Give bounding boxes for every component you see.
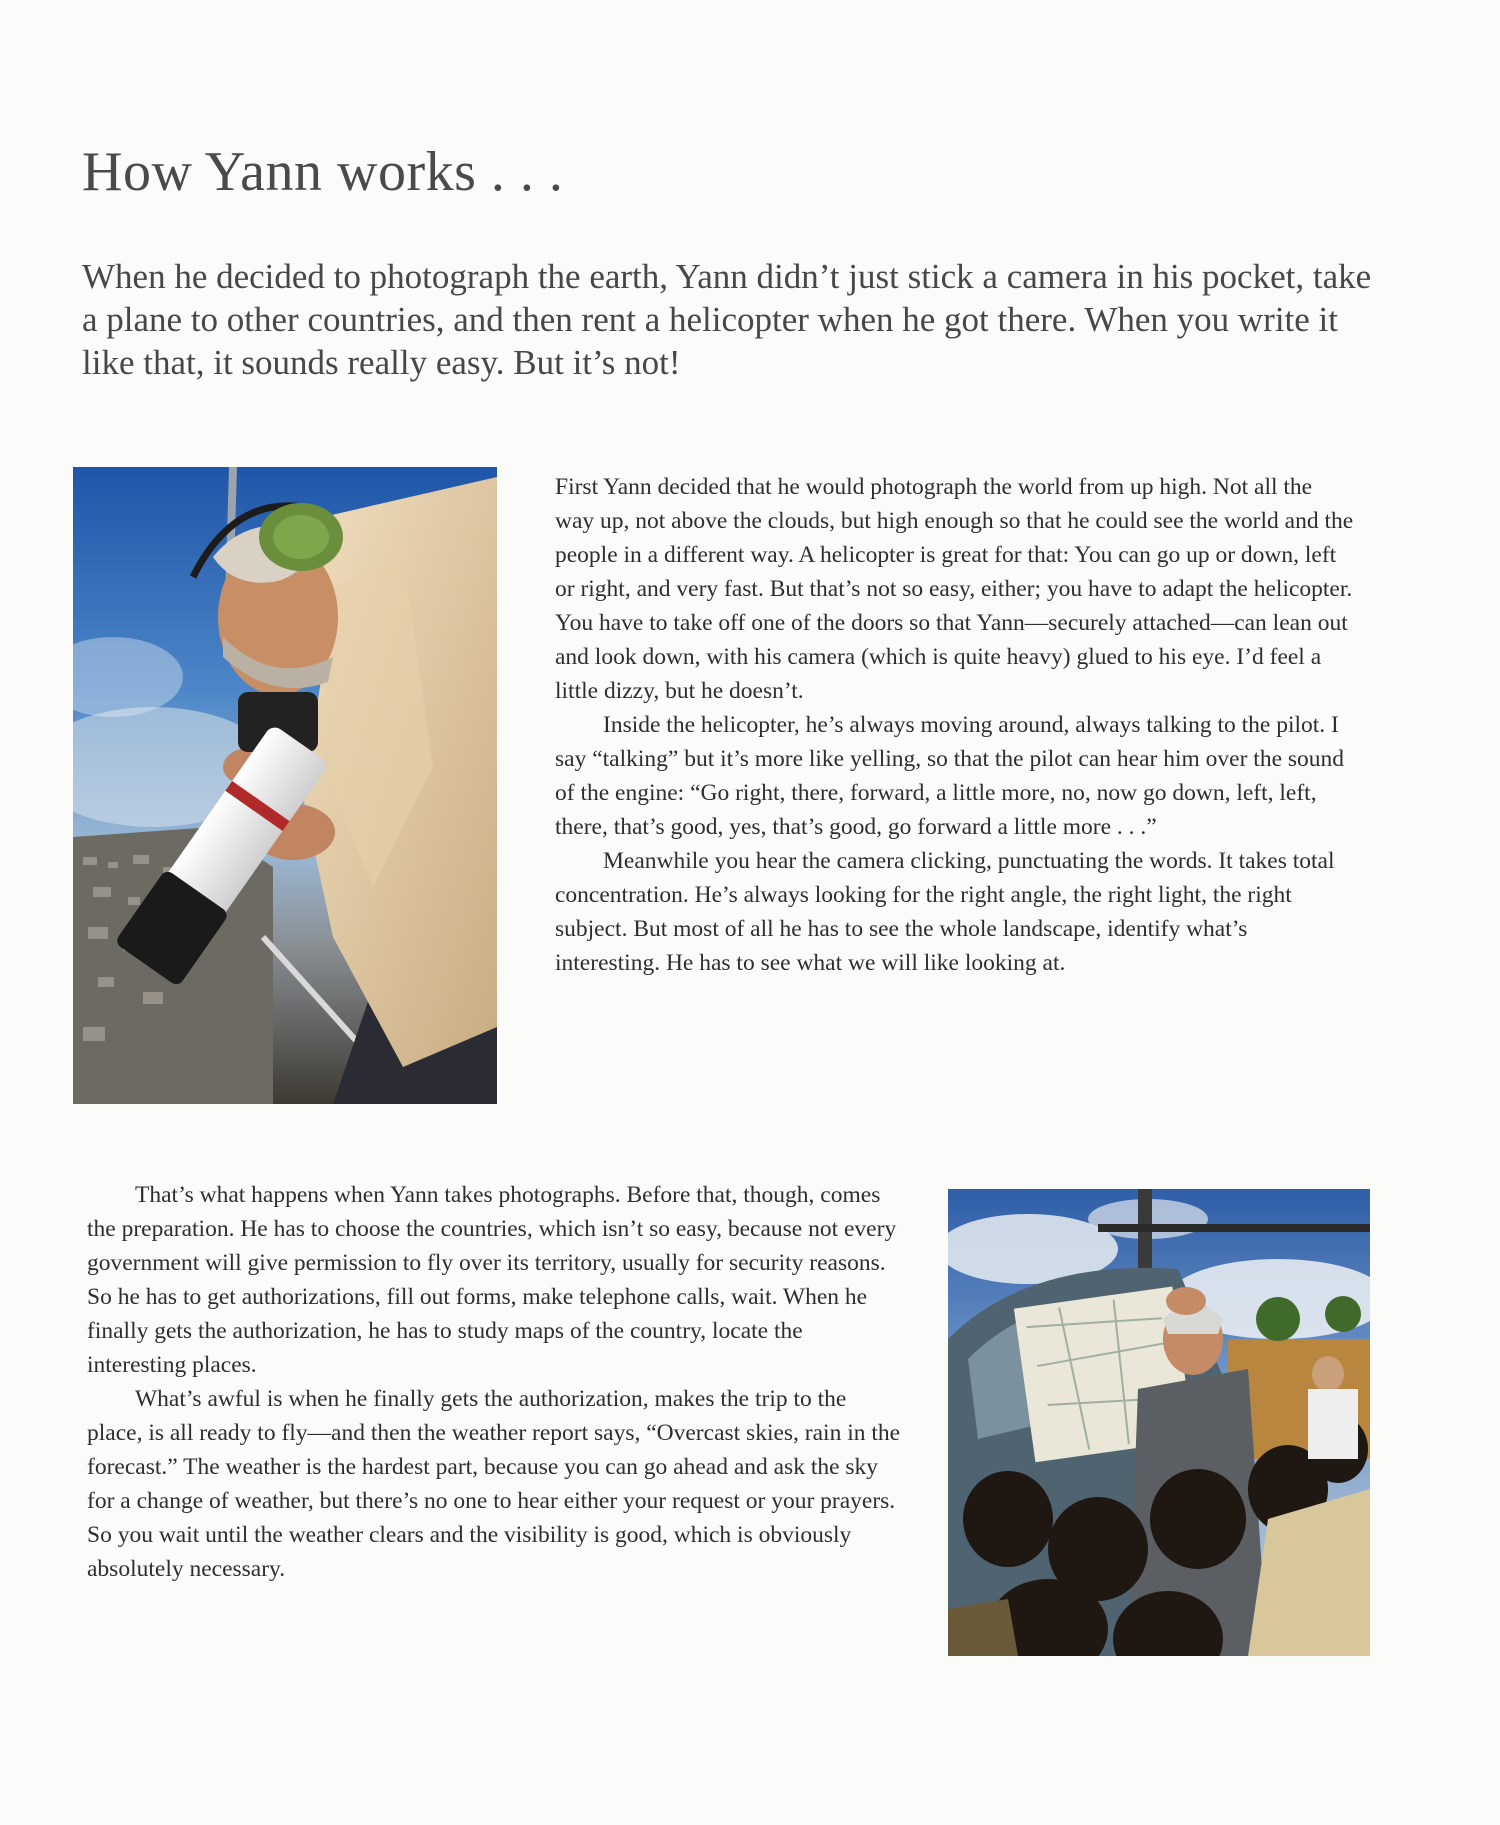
preparation-text-column xyxy=(87,1178,905,1586)
photo-photographer-in-helicopter xyxy=(73,467,497,1104)
photo-map-and-crowd xyxy=(948,1189,1370,1656)
helicopter-text-column xyxy=(555,470,1355,980)
paragraph: That’s what happens when Yann takes photographs. Before that, though, comes the preparation. He has to choose the countries, which isn’t so easy, because not every government will give permission to fly over its territory, usually for security reasons. So he has to get authorizations, fill out forms, make telephone calls, wait. When he finally gets the authorization, he has to study maps of the country, locate the interesting places. xyxy=(87,1182,897,1378)
paragraph: Inside the helicopter, he’s always moving around, always talking to the pilot. I say “talking” but it’s more like yelling, so that the pilot can hear him over the sound of the engine: “Go right, there, forward, a little more, no, now go down, left, left, there, that’s good, yes, that’s good, go forward a little more . . .” xyxy=(555,712,1345,840)
paragraph: What’s awful is when he finally gets the authorization, makes the trip to the place, is all ready to fly—and then the weather report says, “Overcast skies, rain in the forecast.” The weather is the hardest part, because you can go ahead and ask the sky for a change of weather, but there’s no one to hear either your request or your prayers. So you wait until the weather clears and the visibility is good, which is obviously absolutely necessary. xyxy=(87,1386,901,1582)
intro-paragraph: When he decided to photograph the earth, Yann didn’t just stick a camera in his pocket, take a plane to other countries, and then rent a helicopter when he got there. When you write it like that, it sounds really easy. But it’s not! xyxy=(82,257,1372,382)
paragraph: First Yann decided that he would photograph the world from up high. Not all the way up, not above the clouds, but high enough so that he could see the world and the people in a different way. A helicopter is great for that: You can go up or down, left or right, and very fast. But that’s not so easy, either; you have to adapt the helicopter. You have to take off one of the doors so that Yann—securely attached—can lean out and look down, with his camera (which is quite heavy) glued to his eye. I’d feel a little dizzy, but he doesn’t. xyxy=(555,474,1354,704)
paragraph: Meanwhile you hear the camera clicking, punctuating the words. It takes total concentration. He’s always looking for the right angle, the right light, the right subject. But most of all he has to see the whole landscape, identify what’s interesting. He has to see what we will like looking at. xyxy=(555,848,1335,976)
page-title: How Yann works . . . xyxy=(82,141,564,203)
